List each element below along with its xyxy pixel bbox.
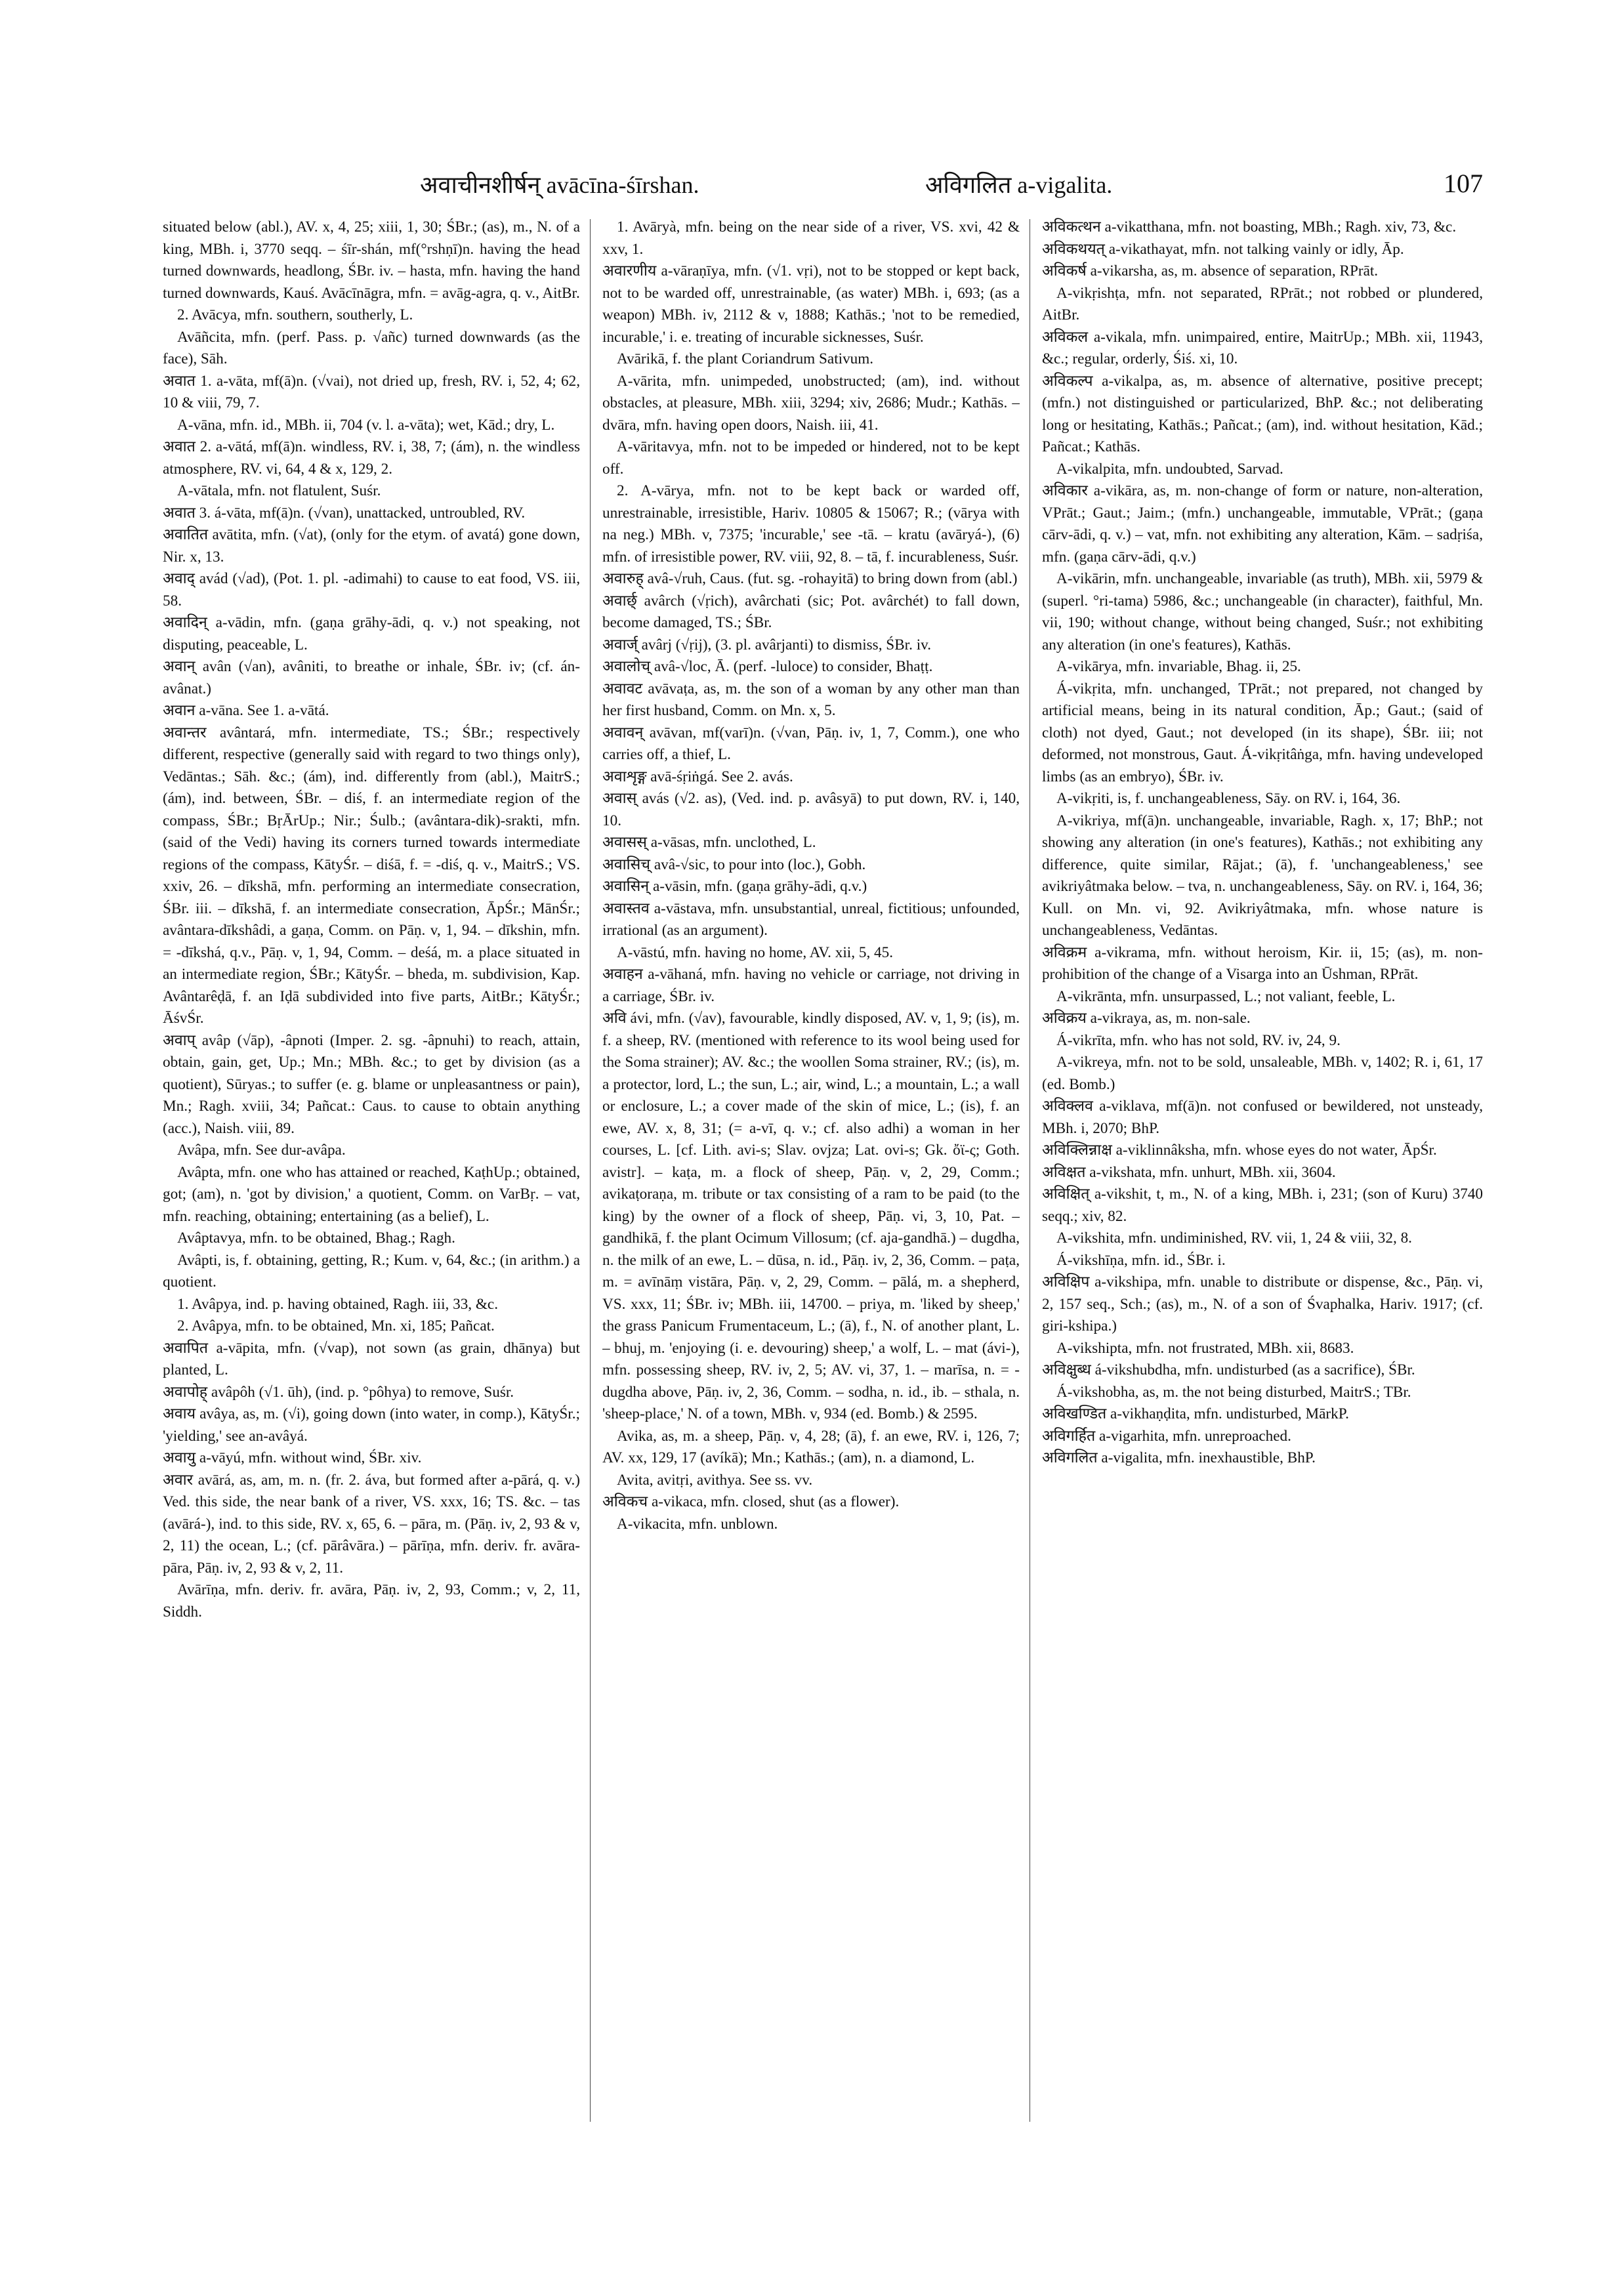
- dictionary-entry: अविगर्हित a-vigarhita, mfn. unreproached.: [1042, 1427, 1291, 1445]
- dictionary-subentry: Avāñcita, mfn. (perf. Pass. p. √añc) turned downwards (as the face), Sāh.: [163, 328, 580, 367]
- dictionary-entry: अवि ávi, mfn. (√av), favourable, kindly disposed, AV. v, 1, 9; (is), m. f. a sheep, RV. (mentioned with reference to its wool being used for the Soma strainer); AV. &c.; the woollen Soma strainer, RV.; (is), m. a protector, lord, L.; the sun, L.; air, wind, L.; a mountain, L.; a wall or enclosure, L.; a cover made of the skin of mice, L.; (is), f. an ewe, AV. x, 8, 31; (= a-vī, q. v.; cf. also adhi) a woman in her courses, L. [cf. Lith. avi-s; Slav. ovjza; Lat. ovi-s; Gk. ὄϊ-ς; Goth. avistr]. – kaṭa, m. a flock of sheep, Pāṇ. v, 2, 29, Comm.; avikaṭoraṇa, m. tribute or tax consisting of a ram to be paid (to the king) by the owner of a flock of sheep, Pāṇ. vi, 3, 10, Pat. – gandhikā, f. the plant Ocimum Villosum; (cf. aja-gandhā.) – dugdha, n. the milk of an ewe, L. – dūsa, n. id., Pāṇ. iv, 2, 36, Comm. – paṭa, m. = avīnāṃ vistāra, Pāṇ. v, 2, 29, Comm. – pālá, m. a shepherd, VS. xxx, 11; ŚBr. iv; MBh. iii, 14700. – priya, m. 'liked by sheep,' the grass Panicum Frumentaceum, L.; (ā), f., N. of another plant, L. – bhuj, m. 'enjoying (i. e. devouring) sheep,' a wolf, L. – mat (ávi-), mfn. possessing sheep, RV. iv, 2, 5; AV. vi, 37, 1. – marīsa, n. = -dugdha above, Pāṇ. iv, 2, 36, Comm. – sodha, n. id., ib. – sthala, n. 'sheep-place,' N. of a town, MBh. v, 934 (ed. Bomb.) & 2595.: [602, 1010, 1020, 1422]
- dictionary-subentry: 2. A-vārya, mfn. not to be kept back or warded off, unrestrainable, irresistible, Hariv. 10805 & 15067; R.; (vārya with na neg.) MBh. v, 7375; 'incurable,' see -tā. – kratu (avāryá-), (6) mfn. of irresistible power, RV. viii, 92, 8. – tā, f. incurableness, Suśr.: [602, 482, 1020, 566]
- dictionary-entry: अवात 1. a-vāta, mf(ā)n. (√vai), not dried up, fresh, RV. i, 52, 4; 62, 10 & viii, 79, 7.: [163, 372, 580, 411]
- dictionary-entry: अवार्ज् avârj (√ṛij), (3. pl. avârjanti) to dismiss, ŚBr. iv.: [602, 636, 932, 653]
- header-left-headword: अवाचीनशीर्षन् avācīna-śīrshan.: [420, 172, 699, 198]
- column-rule: [590, 219, 591, 2122]
- dictionary-entry: अवापोह् avâpôh (√1. ūh), (ind. p. °pôhya) to remove, Suśr.: [163, 1383, 514, 1401]
- dictionary-entry: अवादिन् a-vādin, mfn. (gaṇa grāhy-ādi, q. v.) not speaking, not disputing, peaceable, L.: [163, 614, 580, 653]
- dictionary-subentry: A-vikalpita, mfn. undoubted, Sarvad.: [1056, 460, 1283, 478]
- dictionary-entry: situated below (abl.), AV. x, 4, 25; xiii, 1, 30; ŚBr.; (as), m., N. of a king, MBh. i, 3770 seqq. – śīr-shán, mf(°rshṇī)n. having the head turned downwards, headlong, ŚBr. iv. – hasta, mfn. having the hand turned downwards, Kauś. Avācīnāgra, mfn. = avāg-agra, q. v., AitBr.: [163, 218, 580, 302]
- dictionary-subentry: A-vāstú, mfn. having no home, AV. xii, 5, 45.: [617, 943, 894, 961]
- dictionary-subentry: 2. Avâpya, mfn. to be obtained, Mn. xi, 185; Pañcat.: [177, 1317, 495, 1334]
- dictionary-entry: अविकल a-vikala, mfn. unimpaired, entire, MaitrUp.; MBh. xii, 11943, &c.; regular, orderly, Śiś. xi, 10.: [1042, 328, 1483, 367]
- dictionary-subentry: Avārikā, f. the plant Coriandrum Sativum.: [617, 350, 874, 367]
- dictionary-entry: अवाय avâya, as, m. (√i), going down (into water, in comp.), KātyŚr.; 'yielding,' see an-avâyá.: [163, 1405, 580, 1445]
- dictionary-subentry: A-vāna, mfn. id., MBh. ii, 704 (v. l. a-vāta); wet, Kād.; dry, L.: [177, 416, 555, 434]
- dictionary-entry: अवासिन् a-vāsin, mfn. (gaṇa grāhy-ādi, q.v.): [602, 878, 867, 895]
- dictionary-entry: अविक्रम a-vikrama, mfn. without heroism, Kir. ii, 15; (as), m. non-prohibition of the change of a Visarga into an Ūshman, RPrāt.: [1042, 943, 1483, 983]
- dictionary-entry: अवातित avātita, mfn. (√at), (only for the etym. of avatá) gone down, Nir. x, 13.: [163, 526, 580, 566]
- dictionary-subentry: A-vikshipta, mfn. not frustrated, MBh. xii, 8683.: [1056, 1339, 1354, 1357]
- dictionary-entry: अविगलित a-vigalita, mfn. inexhaustible, BhP.: [1042, 1449, 1316, 1466]
- dictionary-entry: अवासिच् avâ-√sic, to pour into (loc.), Gobh.: [602, 856, 866, 873]
- dictionary-subentry: Á-vikshīṇa, mfn. id., ŚBr. i.: [1056, 1251, 1226, 1269]
- dictionary-subentry: Avika, as, m. a sheep, Pāṇ. v, 4, 28; (ā), f. an ewe, RV. i, 126, 7; AV. xx, 129, 17 (avíkā); Mn.; Kathās.; (am), n. a diamond, L.: [602, 1427, 1020, 1466]
- dictionary-subentry: A-vārita, mfn. unimpeded, unobstructed; (am), ind. without obstacles, at pleasure, MBh. xiii, 3294; xiv, 2686; Mudr.; Kathās. – dvāra, mfn. having open doors, Naish. iii, 41.: [602, 372, 1020, 434]
- dictionary-subentry: A-vāritavya, mfn. not to be impeded or hindered, not to be kept off.: [602, 438, 1020, 478]
- dictionary-entry: अविक्लिन्नाक्ष a-viklinnâksha, mfn. whose eyes do not water, ĀpŚr.: [1042, 1142, 1437, 1159]
- dictionary-entry: अवान् avân (√an), avâniti, to breathe or inhale, ŚBr. iv; (cf. án-avânat.): [163, 658, 580, 697]
- dictionary-subentry: 1. Avāryà, mfn. being on the near side of a river, VS. xvi, 42 & xxv, 1.: [602, 218, 1020, 258]
- dictionary-subentry: Avâpta, mfn. one who has attained or reached, KaṭhUp.; obtained, got; (am), n. 'got by division,' a quotient, Comm. on VarBṛ. – vat, mfn. reaching, obtaining; entertaining (as a belief), L.: [163, 1163, 580, 1225]
- dictionary-subentry: A-vikshita, mfn. undiminished, RV. vii, 1, 24 & viii, 32, 8.: [1056, 1230, 1412, 1247]
- dictionary-subentry: Á-vikṛita, mfn. unchanged, TPrāt.; not prepared, not changed by artificial means, being in its natural condition, Āp.; Gaut.; (said of cloth) not dyed, Gaut.; not developed (in its shape), ŚBr. iii; not deformed, not monstrous, Gaut. Á-vikṛitâṅga, mfn. having undeveloped limbs (as an embryo), ŚBr. iv.: [1042, 680, 1483, 785]
- dictionary-entry: अवालोच् avâ-√loc, Ā. (perf. -luloce) to consider, Bhaṭṭ.: [602, 658, 933, 675]
- dictionary-entry: अवाशृङ्ग avā-śṛiṅgá. See 2. avás.: [602, 768, 793, 785]
- dictionary-subentry: Á-vikshobha, as, m. the not being disturbed, MaitrS.; TBr.: [1056, 1383, 1411, 1401]
- dictionary-entry: अविक्षित् a-vikshit, t, m., N. of a king, MBh. i, 231; (son of Kuru) 3740 seqq.; xiv, 82.: [1042, 1186, 1483, 1225]
- dictionary-entry: अविकल्प a-vikalpa, as, m. absence of alternative, positive precept; (mfn.) not distinguished or particularized, BhP. &c.; not deliberating long or hesitating, Kathās.; Pañcat.; (am), ind. without hesitation, Kād.; Pañcat.; Kathās.: [1042, 372, 1483, 455]
- dictionary-subentry: Avâpa, mfn. See dur-avâpa.: [177, 1142, 346, 1159]
- dictionary-entry: अवान a-vāna. See 1. a-vātá.: [163, 702, 329, 719]
- dictionary-subentry: A-vikārin, mfn. unchangeable, invariable (as truth), MBh. xii, 5979 & (superl. °ri-tama) 5986, &c.; unchangeable (in character), faithful, Mn. vii, 190; without change, without being changed, Suśr.; not exhibiting any alteration (in one's features), Kathās.: [1042, 570, 1483, 653]
- dictionary-entry: अवास् avás (√2. as), (Ved. ind. p. avâsyā) to put down, RV. i, 140, 10.: [602, 790, 1020, 829]
- dictionary-entry: अवासस् a-vāsas, mfn. unclothed, L.: [602, 834, 816, 851]
- dictionary-subentry: A-vātala, mfn. not flatulent, Suśr.: [177, 482, 381, 499]
- dictionary-entry: अवास्तव a-vāstava, mfn. unsubstantial, unreal, fictitious; unfounded, irrational (as an argument).: [602, 899, 1020, 939]
- dictionary-subentry: Á-vikrīta, mfn. who has not sold, RV. iv, 24, 9.: [1056, 1031, 1341, 1049]
- dictionary-subentry: A-vikrānta, mfn. unsurpassed, L.; not valiant, feeble, L.: [1056, 987, 1396, 1005]
- dictionary-entry: अविकर्ष a-vikarsha, as, m. absence of separation, RPrāt.: [1042, 262, 1379, 279]
- dictionary-entry: अवाहन a-vāhaná, mfn. having no vehicle or carriage, not driving in a carriage, ŚBr. iv.: [602, 966, 1020, 1005]
- dictionary-entry: अवारुह् avâ-√ruh, Caus. (fut. sg. -rohayitā) to bring down from (abl.): [602, 570, 1018, 587]
- dictionary-subentry: A-vikārya, mfn. invariable, Bhag. ii, 25.: [1056, 658, 1301, 675]
- dictionary-entry: अवापित a-vāpita, mfn. (√vap), not sown (as grain, dhānya) but planted, L.: [163, 1339, 580, 1378]
- dictionary-subentry: A-vikacita, mfn. unblown.: [617, 1515, 778, 1533]
- dictionary-entry: अविक्षुब्ध á-vikshubdha, mfn. undisturbed (as a sacrifice), ŚBr.: [1042, 1361, 1415, 1378]
- dictionary-subentry: Avâptavya, mfn. to be obtained, Bhag.; Ragh.: [177, 1230, 455, 1247]
- dictionary-entry: अवान्तर avântará, mfn. intermediate, TS.; ŚBr.; respectively different, respective (generally said with regard to two things only), Vedāntas.; Sāh. &c.; (ám), ind. differently from (abl.), MaitrS.; (ám), ind. between, ŚBr. – diś, f. an intermediate region of the compass, ŚBr.; BṛĀrUp.; Nir.; Śulb.; (avântara-dik)-srakti, mfn. (said of the Vedi) having its corners turned towards intermediate regions of the compass, KātyŚr. – diśā, f. = -diś, q. v., MaitrS.; VS. xxiv, 26. – dīkshā, mfn. performing an intermediate consecration, ŚBr. iii. – dīkshā, f. an intermediate consecration, ĀpŚr.; MānŚr.; avântara-dīkshâdi, a gaṇa, Comm. on Pāṇ. v, 1, 94. – dīkshin, mfn. = -dīkshá, q.v., Pāṇ. v, 1, 94, Comm. – deśá, m. a place situated in an intermediate region, ŚBr.; KātyŚr. – bheda, m. subdivision, Kap. Avântarêḍā, f. an Iḍā subdivided into five parts, AitBr.; KātyŚr.; ĀśvŚr.: [163, 724, 580, 1027]
- dictionary-entry: अवावट avāvaṭa, as, m. the son of a woman by any other man than her first husband, Comm. on Mn. x, 5.: [602, 680, 1020, 719]
- dictionary-subentry: A-vikṛishṭa, mfn. not separated, RPrāt.; not robbed or plundered, AitBr.: [1042, 284, 1483, 323]
- running-header: [164, 168, 1483, 207]
- dictionary-subentry: Avâpti, is, f. obtaining, getting, R.; Kum. v, 64, &c.; (in arithm.) a quotient.: [163, 1251, 580, 1291]
- dictionary-entry: अवाप् avâp (√āp), -âpnoti (Imper. 2. sg. -âpnuhi) to reach, attain, obtain, gain, get, Up.; Mn.; MBh. &c.; to get by division (as a quotient), Sūryas.; to suffer (e. g. blame or unpleasantness or pain), Mn.; Ragh. xviii, 34; Pañcat.: Caus. to cause to obtain anything (acc.), Naish. viii, 89.: [163, 1031, 580, 1137]
- dictionary-entry: अविक्रय a-vikraya, as, m. non-sale.: [1042, 1010, 1251, 1027]
- dictionary-subentry: Avārīṇa, mfn. deriv. fr. avāra, Pāṇ. iv, 2, 93, Comm.; v, 2, 11, Siddh.: [163, 1581, 580, 1621]
- dictionary-entry: अवात 3. á-vāta, mf(ā)n. (√van), unattacked, untroubled, RV.: [163, 504, 526, 522]
- dictionary-entry: अवात 2. a-vātá, mf(ā)n. windless, RV. i, 38, 7; (ám), n. the windless atmosphere, RV. vi, 64, 4 & x, 129, 2.: [163, 438, 580, 478]
- dictionary-entry: अविकच a-vikaca, mfn. closed, shut (as a flower).: [602, 1493, 900, 1510]
- dictionary-subentry: Avita, avitṛi, avithya. See ss. vv.: [617, 1471, 813, 1489]
- dictionary-entry: अविकार a-vikāra, as, m. non-change of form or nature, non-alteration, VPrāt.; Gaut.; Jaim.; (mfn.) unchangeable, immutable, VPrāt.; (gaṇa cārv-ādi, q. v.) – vat, mfn. not exhibiting any alteration, Kām. – sadṛiśa, mfn. (gaṇa cārv-ādi, q.v.): [1042, 482, 1483, 566]
- dictionary-subentry: A-vikriya, mf(ā)n. unchangeable, invariable, Ragh. x, 17; BhP.; not showing any alteration (in one's features), Kathās.; not exhibiting any difference, quite similar, Rājat.; (ā), f. 'unchangeableness,' see avikriyâtmaka below. – tva, n. unchangeableness, Sāy. on RV. i, 164, 36; Kull. on Mn. vi, 92. Avikriyâtmaka, mfn. whose nature is unchangeableness, Vedāntas.: [1042, 812, 1483, 939]
- dictionary-subentry: 2. Avācya, mfn. southern, southerly, L.: [177, 306, 413, 323]
- dictionary-subentry: 1. Avâpya, ind. p. having obtained, Ragh. iii, 33, &c.: [177, 1295, 499, 1313]
- dictionary-subentry: A-vikreya, mfn. not to be sold, unsaleable, MBh. v, 1402; R. i, 61, 17 (ed. Bomb.): [1042, 1054, 1483, 1093]
- dictionary-entry: अविकत्थन a-vikatthana, mfn. not boasting, MBh.; Ragh. xiv, 73, &c.: [1042, 218, 1457, 236]
- dictionary-subentry: A-vikṛiti, is, f. unchangeableness, Sāy. on RV. i, 164, 36.: [1056, 790, 1401, 807]
- dictionary-entry: अवाद् avád (√ad), (Pot. 1. pl. -adimahi) to cause to eat food, VS. iii, 58.: [163, 570, 580, 610]
- dictionary-entry: अवावन् avāvan, mf(varī)n. (√van, Pāṇ. iv, 1, 7, Comm.), one who carries off, a thief, L.: [602, 724, 1020, 763]
- dictionary-entry: अविक्लव a-viklava, mf(ā)n. not confused or bewildered, not unsteady, MBh. i, 2070; BhP.: [1042, 1098, 1483, 1137]
- dictionary-entry: अविखण्डित a-vikhaṇḍita, mfn. undisturbed, MārkP.: [1042, 1405, 1349, 1422]
- dictionary-entry: अवार avārá, as, am, m. n. (fr. 2. áva, but formed after a-pārá, q. v.) Ved. this side, the near bank of a river, VS. xxx, 16; TS. &c. – tas (avārá-), ind. to this side, RV. x, 65, 6. – pāra, m. (Pāṇ. iv, 2, 93 & v, 2, 11) the ocean, L.; (cf. pārâvāra.) – pārīṇa, mfn. deriv. fr. avāra-pāra, Pāṇ. iv, 2, 93 & v, 2, 11.: [163, 1471, 580, 1577]
- page-number: 107: [1444, 169, 1483, 198]
- dictionary-entry: अवारणीय a-vāraṇīya, mfn. (√1. vṛi), not to be stopped or kept back, not to be warded off, unrestrainable, (as water) MBh. i, 693; (as a weapon) MBh. iv, 2112 & v, 1888; Kathās.; 'not to be remedied, incurable,' i. e. treating of incurable sicknesses, Suśr.: [602, 262, 1020, 346]
- dictionary-entry: अविकथयत् a-vikathayat, mfn. not talking vainly or idly, Āp.: [1042, 240, 1404, 258]
- column-2: [602, 217, 1020, 2185]
- header-right-headword: अविगलित a-vigalita.: [925, 172, 1113, 198]
- dictionary-entry: अवार्छ् avârch (√ṛich), avârchati (sic; Pot. avârchét) to fall down, become damaged, TS.; ŚBr.: [602, 592, 1020, 631]
- dictionary-entry: अवायु a-vāyú, mfn. without wind, ŚBr. xiv.: [163, 1449, 422, 1466]
- dictionary-entry: अविक्षत a-vikshata, mfn. unhurt, MBh. xii, 3604.: [1042, 1163, 1336, 1181]
- column-1: [163, 217, 580, 2185]
- column-3: [1042, 217, 1483, 2185]
- dictionary-entry: अविक्षिप a-vikshipa, mfn. unable to distribute or dispense, &c., Pāṇ. vi, 2, 157 seq., Sch.; (as), m., N. of a son of Śvaphalka, Hariv. 1917; (cf. giri-kshipa.): [1042, 1273, 1483, 1334]
